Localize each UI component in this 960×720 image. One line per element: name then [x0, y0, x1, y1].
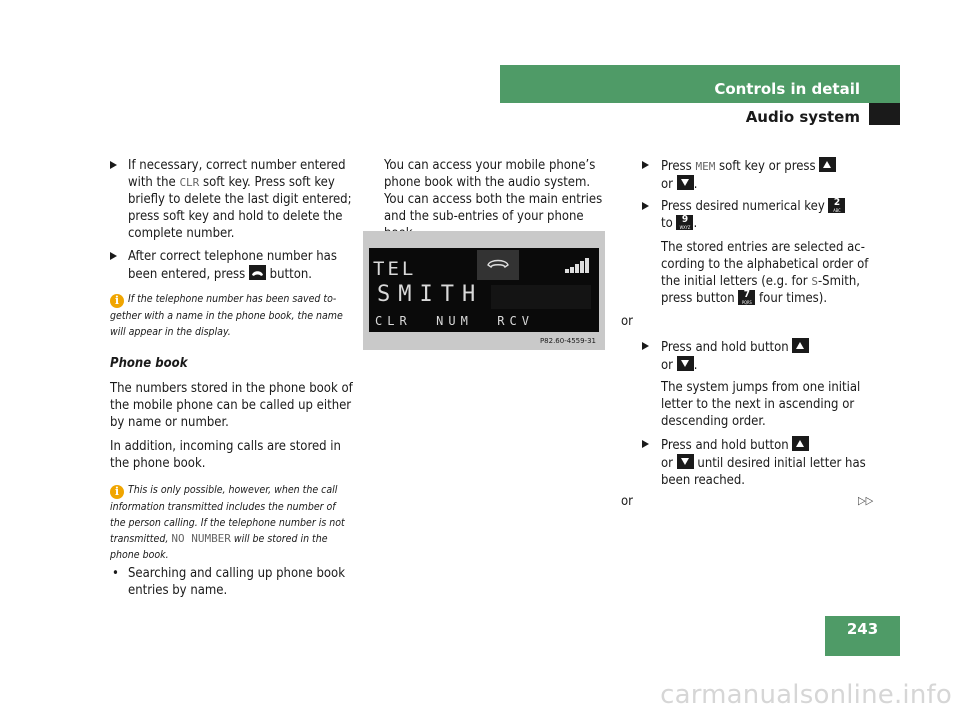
signal-strength-icon — [565, 256, 595, 274]
continued-icon: ▷▷ — [858, 494, 874, 507]
watermark: carmanualsonline.info — [660, 680, 952, 710]
up-arrow-key-icon — [792, 338, 809, 353]
display-phone-icon-box — [477, 250, 519, 280]
info-note-1: i If the telephone number has been saved to-gether with a name in the phone book, the name will appear in the display. — [110, 293, 343, 338]
step-numeric-key: Press desired numerical key 2 ABC to 9 WXYZ . — [642, 198, 872, 232]
section-title: Controls in detail — [714, 80, 860, 98]
or-separator-2: or — [621, 494, 633, 509]
heading-phone-book: Phone book — [110, 356, 188, 371]
audio-display — [369, 248, 599, 332]
clr-key-label: CLR — [179, 176, 200, 189]
mem-key-label: MEM — [695, 160, 716, 173]
display-dim-segment — [491, 285, 591, 309]
info-icon: i — [110, 485, 124, 499]
key-2-icon: 2 ABC — [828, 198, 845, 213]
key-9-icon: 9 WXYZ — [676, 215, 693, 230]
bullet-icon: • — [112, 566, 119, 581]
display-softkeys: CLR NUM RCV — [375, 314, 534, 328]
bullet-searching: • Searching and calling up phone book entries by name. — [112, 566, 345, 598]
down-arrow-key-icon — [677, 454, 694, 469]
down-arrow-key-icon — [677, 175, 694, 190]
step-hold-explanation: The system jumps from one initial letter to the next in ascending or descending order. — [661, 380, 861, 429]
arrow-icon — [642, 202, 649, 210]
handset-icon — [477, 250, 519, 280]
down-arrow-key-icon — [677, 356, 694, 371]
arrow-icon — [110, 161, 117, 169]
image-caption: P82.60-4559-31 — [539, 337, 596, 345]
step-press-send: After correct telephone number has been entered, press button. — [110, 248, 355, 283]
step-press-mem: Press MEM soft key or press or . — [642, 157, 872, 193]
step-hold-button: Press and hold button or . — [642, 338, 872, 374]
info-note-2: i This is only possible, however, when the call information transmitted includes the number of the person calling. If the telephone number is not transmitted, NO NUMBER will be stored in the phone book. — [110, 484, 345, 561]
arrow-icon — [642, 161, 649, 169]
page-number: 243 — [846, 620, 879, 638]
phone-send-key-icon — [249, 265, 266, 280]
step-hold-until: Press and hold button or until desired initial letter has been reached. — [642, 436, 872, 489]
phone-book-para-2: In addition, incoming calls are stored in the phone book. — [110, 439, 341, 471]
subsection-title: Audio system — [745, 108, 860, 126]
display-tel-label: TEL — [373, 258, 417, 280]
phone-book-para-1: The numbers stored in the phone book of the mobile phone can be called up either by name or number. — [110, 381, 353, 430]
step-numeric-explanation: The stored entries are selected ac-cording to the alphabetical order of the initial letters (e.g. for S-Smith, press button 7 PQRS four times). — [661, 240, 869, 306]
no-number-label: NO NUMBER — [171, 532, 231, 545]
s-key-label: S — [811, 275, 818, 288]
phone-book-intro: You can access your mobile phone’s phone book with the audio system. You can access both the main entries and the sub-entries of your phone — [384, 158, 603, 224]
display-name: SMITH — [377, 282, 484, 307]
step-correct-number: If necessary, correct number entered with the CLR soft key. Press soft key briefly to delete the last digit entered; press soft key and hold to delete the complete number. — [110, 157, 355, 242]
arrow-icon — [642, 440, 649, 448]
info-icon: i — [110, 294, 124, 308]
up-arrow-key-icon — [819, 157, 836, 172]
header-block — [869, 103, 900, 125]
arrow-icon — [110, 252, 117, 260]
or-separator-1: or — [621, 314, 633, 329]
key-7-icon: 7 PQRS — [738, 290, 755, 305]
up-arrow-key-icon — [792, 436, 809, 451]
arrow-icon — [642, 342, 649, 350]
